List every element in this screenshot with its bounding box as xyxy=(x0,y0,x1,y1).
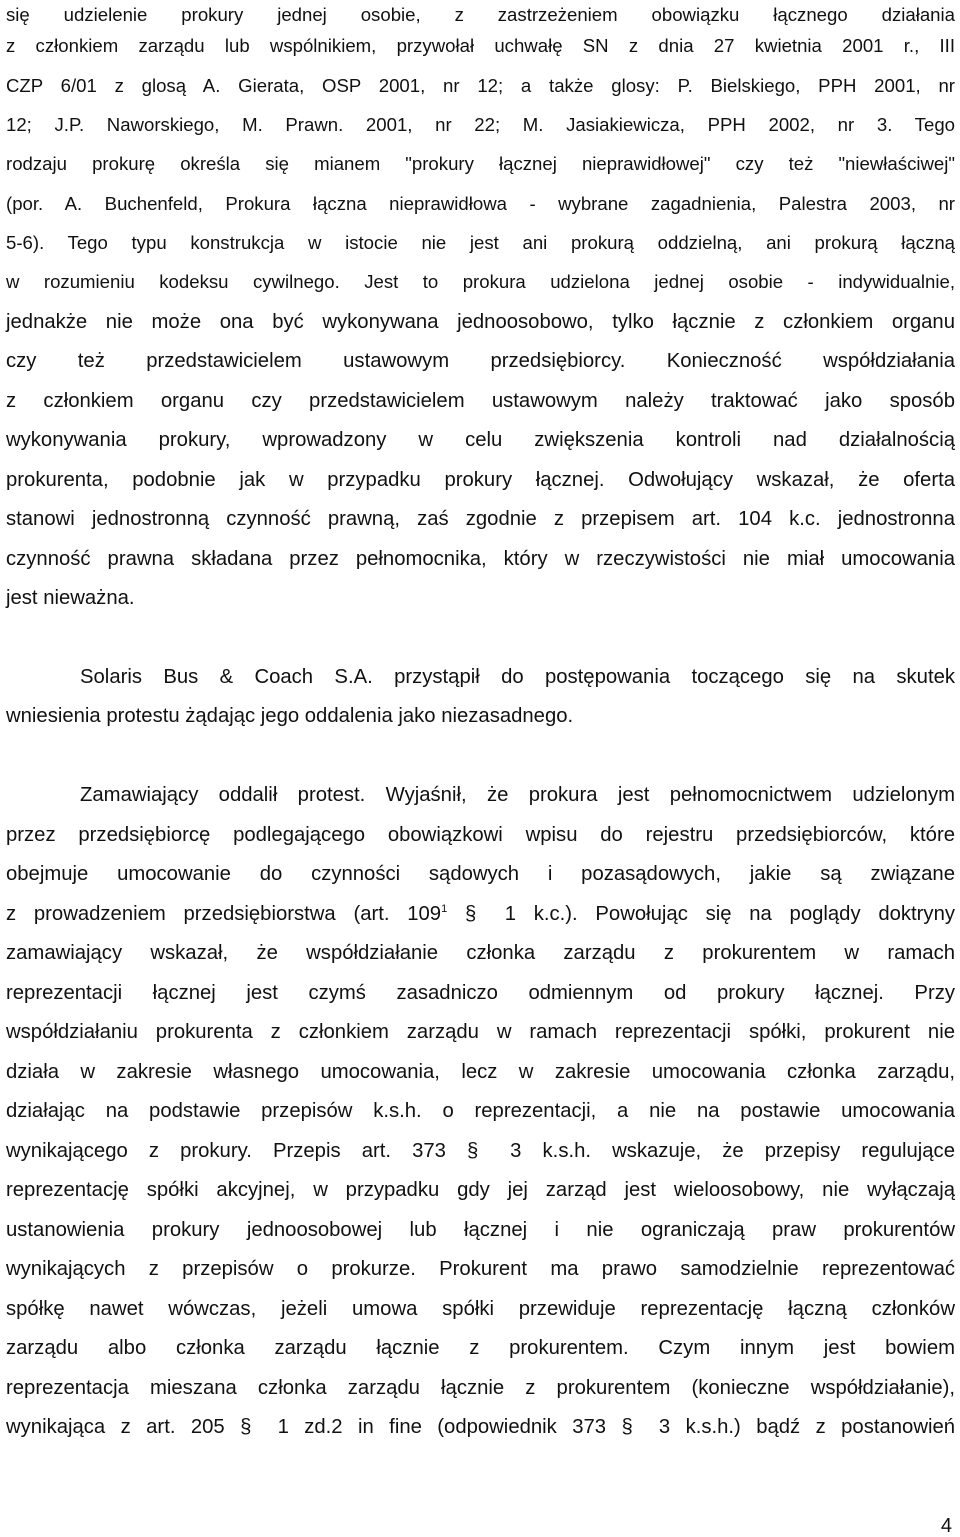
text-line: wykonywania prokury, wprowadzony w celu zwiększenia kontroli nad działalnością xyxy=(6,429,955,451)
text-line: (por. A. Buchenfeld, Prokura łączna nieprawidłowa - wybrane zagadnienia, Palestra 2003, nr xyxy=(6,193,955,214)
section-sign: § xyxy=(467,1140,479,1162)
text-line: z członkiem zarządu lub wspólnikiem, przywołał uchwałę SN z dnia 27 kwietnia 2001 r., III xyxy=(6,35,955,56)
section-sign: § xyxy=(621,1416,633,1438)
text-segment: 3 k.s.h. wskazuje, że przepisy regulujące xyxy=(510,1140,955,1162)
text-line xyxy=(6,901,955,927)
text-line: Solaris Bus & Coach S.A. przystąpił do postępowania toczącego się na skutek xyxy=(80,666,955,688)
superscript: 1 xyxy=(441,903,448,915)
text-line: Zamawiający oddalił protest. Wyjaśnił, że prokura jest pełnomocnictwem udzielonym xyxy=(80,784,955,806)
text-line: zamawiający wskazał, że współdziałanie członka zarządu z prokurentem w ramach xyxy=(6,942,955,964)
section-sign: § xyxy=(464,903,477,925)
text-line: spółkę nawet wówczas, jeżeli umowa spółki przewiduje reprezentację łączną członków xyxy=(6,1298,955,1320)
text-segment: 3 k.s.h.) bądź z postanowień xyxy=(658,1416,956,1438)
text-line xyxy=(6,1138,955,1164)
text-line: 12; J.P. Naworskiego, M. Prawn. 2001, nr 22; M. Jasiakiewicza, PPH 2002, nr 3. Tego xyxy=(6,114,955,135)
text-line: zarządu albo członka zarządu łącznie z prokurentem. Czym innym jest bowiem xyxy=(6,1337,955,1359)
text-line: reprezentację spółki akcyjnej, w przypadku gdy jej zarząd jest wieloosobowy, nie wyłączają xyxy=(6,1179,955,1201)
text-segment: z prowadzeniem przedsiębiorstwa (art. 109 xyxy=(6,903,442,925)
text-line: wniesienia protestu żądając jego oddalenia jako niezasadnego. xyxy=(6,705,574,727)
text-segment: 1 zd.2 in fine (odpowiednik 373 xyxy=(277,1416,607,1438)
text-line: CZP 6/01 z glosą A. Gierata, OSP 2001, nr 12; a także glosy: P. Bielskiego, PPH 2001, nr xyxy=(6,75,955,96)
text-line xyxy=(6,1414,955,1440)
page-number: 4 xyxy=(940,1515,952,1537)
text-segment: wynikająca z art. 205 xyxy=(6,1416,225,1438)
text-line: działając na podstawie przepisów k.s.h. o reprezentacji, a nie na postawie umocowania xyxy=(6,1100,955,1122)
text-line: reprezentacja mieszana członka zarządu łącznie z prokurentem (konieczne współdziałanie), xyxy=(6,1377,955,1399)
text-line: stanowi jednostronną czynność prawną, zaś zgodnie z przepisem art. 104 k.c. jednostronna xyxy=(6,508,955,530)
text-line: działa w zakresie własnego umocowania, lecz w zakresie umocowania członka zarządu, xyxy=(6,1061,955,1083)
text-line: z członkiem organu czy przedstawicielem ustawowym należy traktować jako sposób xyxy=(6,390,955,412)
text-line: czynność prawna składana przez pełnomocnika, który w rzeczywistości nie miał umocowania xyxy=(6,548,955,570)
text-line: przez przedsiębiorcę podlegającego obowiązkowi wpisu do rejestru przedsiębiorców, które xyxy=(6,824,955,846)
text-line: jednakże nie może ona być wykonywana jednoosobowo, tylko łącznie z członkiem organu xyxy=(6,311,955,333)
text-line: prokurenta, podobnie jak w przypadku prokury łącznej. Odwołujący wskazał, że oferta xyxy=(6,469,955,491)
text-line: czy też przedstawicielem ustawowym przedsiębiorcy. Konieczność współdziałania xyxy=(6,350,955,372)
text-line: 5-6). Tego typu konstrukcja w istocie nie jest ani prokurą oddzielną, ani prokurą łączną xyxy=(6,232,955,253)
text-line: ustanowienia prokury jednoosobowej lub łącznej i nie ograniczają praw prokurentów xyxy=(6,1219,955,1241)
text-line: współdziałaniu prokurenta z członkiem zarządu w ramach reprezentacji spółki, prokurent nie xyxy=(6,1021,955,1043)
text-line: w rozumieniu kodeksu cywilnego. Jest to prokura udzielona jednej osobie - indywidualnie, xyxy=(6,271,955,292)
section-sign: § xyxy=(240,1416,252,1438)
text-line: reprezentacji łącznej jest czymś zasadniczo odmiennym od prokury łącznej. Przy xyxy=(6,982,955,1004)
text-line: rodzaju prokurę określa się mianem "prokury łącznej nieprawidłowej" czy też "niewłaściwej" xyxy=(6,153,955,174)
text-line: obejmuje umocowanie do czynności sądowych i pozasądowych, jakie są związane xyxy=(6,863,955,885)
text-line: się udzielenie prokury jednej osobie, z zastrzeżeniem obowiązku łącznego działania xyxy=(6,4,955,25)
text-segment: wynikającego z prokury. Przepis art. 373 xyxy=(6,1140,446,1162)
text-segment: 1 k.c.). Powołując się na poglądy doktryny xyxy=(504,903,955,925)
text-line: jest nieważna. xyxy=(6,587,135,609)
text-line: wynikających z przepisów o prokurze. Prokurent ma prawo samodzielnie reprezentować xyxy=(6,1258,955,1280)
